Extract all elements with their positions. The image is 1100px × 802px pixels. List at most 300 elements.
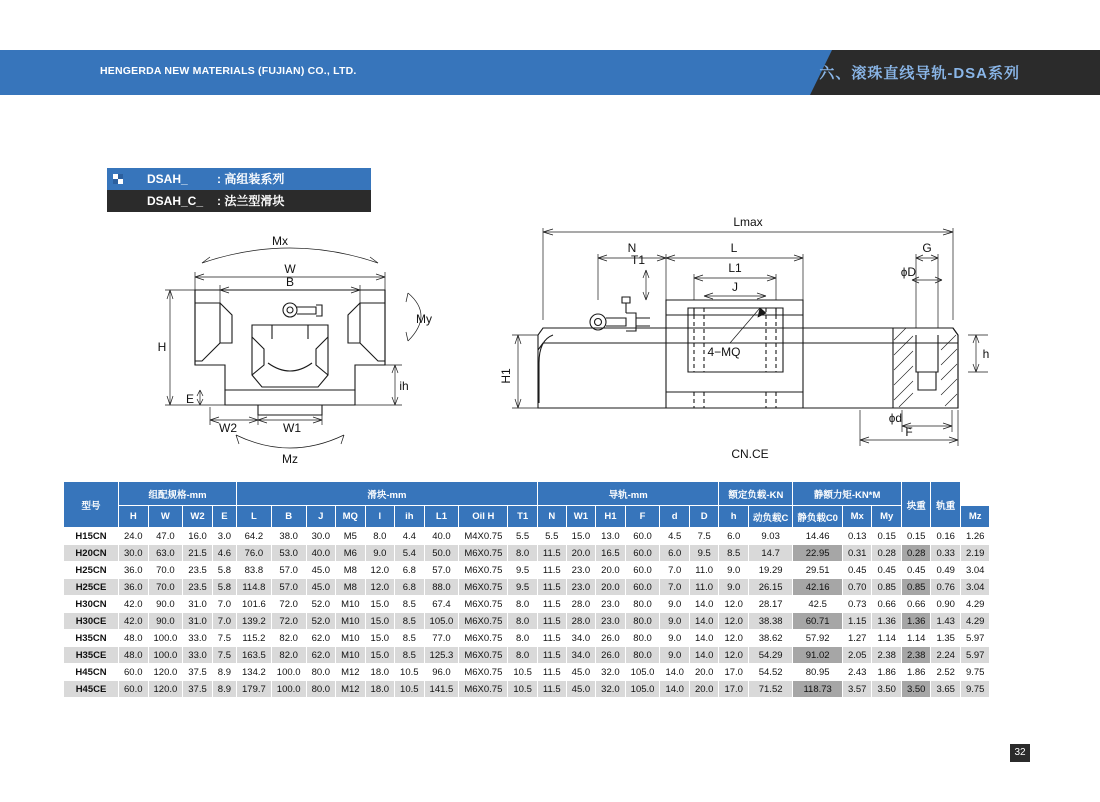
table-cell: 4.6 <box>212 545 236 562</box>
table-cell: 12.0 <box>365 562 395 579</box>
table-cell: 11.0 <box>689 579 719 596</box>
table-cell: 100.0 <box>271 681 306 698</box>
table-cell: 5.8 <box>212 579 236 596</box>
table-cell: 60.0 <box>119 681 149 698</box>
dim-label-lmax: Lmax <box>733 215 763 229</box>
col-w2: W2 <box>183 506 213 528</box>
table-cell: 45.0 <box>566 681 596 698</box>
spec-table-head <box>64 482 990 528</box>
table-cell: 19.29 <box>748 562 792 579</box>
table-cell: 100.0 <box>148 647 183 664</box>
table-cell: 33.0 <box>183 630 213 647</box>
dim-label-4mq: 4−MQ <box>707 345 741 359</box>
table-cell: M6X0.75 <box>459 596 508 613</box>
dim-label-b: B <box>285 275 295 289</box>
table-cell: M10 <box>336 630 365 647</box>
drawing-front-view <box>140 215 470 470</box>
table-cell: 0.49 <box>931 562 961 579</box>
table-cell: 7.0 <box>212 596 236 613</box>
table-cell: 9.03 <box>748 528 792 545</box>
table-cell: 2.05 <box>842 647 872 664</box>
spec-table-subheader-row <box>64 506 990 528</box>
table-cell: 14.0 <box>689 596 719 613</box>
col-group-rated-load: 额定负载-KN <box>719 482 793 506</box>
table-cell: 15.0 <box>365 596 395 613</box>
table-cell: 8.0 <box>508 596 538 613</box>
table-cell: 8.5 <box>395 596 425 613</box>
table-cell: 60.71 <box>793 613 843 630</box>
table-cell: 0.13 <box>842 528 872 545</box>
table-cell: 23.0 <box>566 579 596 596</box>
table-cell: 11.5 <box>537 630 566 647</box>
col-l: L <box>237 506 272 528</box>
table-row <box>64 579 990 596</box>
table-cell: 20.0 <box>566 545 596 562</box>
table-cell: 0.85 <box>872 579 902 596</box>
dim-label-my: My <box>416 312 432 326</box>
table-cell: 0.45 <box>901 562 931 579</box>
table-cell: 9.0 <box>660 630 690 647</box>
dim-label-w1: W1 <box>283 421 301 435</box>
dim-label-f: F <box>905 425 913 439</box>
checker-square-icon <box>113 174 123 184</box>
table-cell: 9.75 <box>960 681 990 698</box>
table-cell: 8.9 <box>212 681 236 698</box>
table-cell: 1.86 <box>872 664 902 681</box>
label-cn-ce: CN.CE <box>731 447 769 461</box>
table-cell: 91.02 <box>793 647 843 664</box>
table-cell: 8.5 <box>719 545 749 562</box>
table-cell: 118.73 <box>793 681 843 698</box>
table-cell: 20.0 <box>689 681 719 698</box>
table-cell: 37.5 <box>183 681 213 698</box>
col-f: F <box>625 506 660 528</box>
table-cell: 52.0 <box>306 596 336 613</box>
table-cell: 12.0 <box>719 596 749 613</box>
col-h1: H1 <box>596 506 626 528</box>
table-cell: 82.0 <box>271 630 306 647</box>
table-cell: 9.5 <box>508 562 538 579</box>
table-cell: 76.0 <box>237 545 272 562</box>
table-cell: 0.15 <box>901 528 931 545</box>
table-cell: 23.5 <box>183 579 213 596</box>
table-cell: 96.0 <box>424 664 459 681</box>
table-cell: 0.31 <box>842 545 872 562</box>
table-cell: 3.0 <box>212 528 236 545</box>
table-cell: 105.0 <box>625 664 660 681</box>
table-cell: 11.5 <box>537 664 566 681</box>
dim-label-e: E <box>185 392 195 406</box>
table-cell: 26.0 <box>596 647 626 664</box>
table-cell: 100.0 <box>271 664 306 681</box>
table-cell-model: H15CN <box>64 528 119 545</box>
table-cell: 0.70 <box>842 579 872 596</box>
table-row <box>64 545 990 562</box>
table-cell: 80.0 <box>625 630 660 647</box>
table-cell: 11.5 <box>537 562 566 579</box>
table-cell: 16.0 <box>183 528 213 545</box>
table-cell: 105.0 <box>424 613 459 630</box>
table-cell: 0.28 <box>901 545 931 562</box>
col-group-block: 滑块-mm <box>237 482 538 506</box>
table-cell: 9.0 <box>660 613 690 630</box>
col-d-big: D <box>689 506 719 528</box>
table-cell: 9.0 <box>365 545 395 562</box>
table-cell: 120.0 <box>148 664 183 681</box>
table-cell: 6.8 <box>395 562 425 579</box>
dim-label-h1: H1 <box>499 368 513 384</box>
table-cell: M8 <box>336 562 365 579</box>
legend-row-dsah-c <box>107 190 371 212</box>
table-cell: 20.0 <box>689 664 719 681</box>
table-cell: 32.0 <box>596 681 626 698</box>
table-cell: 8.5 <box>395 630 425 647</box>
table-cell: 12.0 <box>365 579 395 596</box>
table-cell: 14.46 <box>793 528 843 545</box>
table-cell: M8 <box>336 579 365 596</box>
table-cell: 14.0 <box>689 647 719 664</box>
dim-label-mx: Mx <box>272 234 288 248</box>
table-cell: 6.8 <box>395 579 425 596</box>
dim-label-t1: T1 <box>630 253 646 267</box>
table-cell: 23.0 <box>596 596 626 613</box>
table-cell: 72.0 <box>271 613 306 630</box>
table-cell: 2.24 <box>931 647 961 664</box>
table-cell: 40.0 <box>306 545 336 562</box>
table-row <box>64 596 990 613</box>
table-cell: 32.0 <box>596 664 626 681</box>
table-cell: 52.0 <box>306 613 336 630</box>
table-cell: 14.0 <box>660 681 690 698</box>
table-cell: 4.5 <box>660 528 690 545</box>
table-cell: 23.0 <box>596 613 626 630</box>
table-cell: 0.66 <box>901 596 931 613</box>
table-cell: 1.43 <box>931 613 961 630</box>
table-cell-model: H45CN <box>64 664 119 681</box>
table-cell: 0.66 <box>872 596 902 613</box>
spec-table-body <box>64 528 990 698</box>
table-cell: 7.0 <box>212 613 236 630</box>
table-cell: 141.5 <box>424 681 459 698</box>
col-my: My <box>872 506 902 528</box>
legend-row-dsah <box>107 168 371 190</box>
table-cell: 80.0 <box>306 664 336 681</box>
table-cell: 1.15 <box>842 613 872 630</box>
legend-desc-0: : 高组装系列 <box>217 172 285 186</box>
table-cell: 57.92 <box>793 630 843 647</box>
table-cell: M6X0.75 <box>459 545 508 562</box>
table-cell: 50.0 <box>424 545 459 562</box>
table-cell: 60.0 <box>625 562 660 579</box>
table-cell: 5.5 <box>508 528 538 545</box>
table-cell: 64.2 <box>237 528 272 545</box>
table-cell: 28.0 <box>566 613 596 630</box>
table-cell: 18.0 <box>365 664 395 681</box>
table-cell: 2.43 <box>842 664 872 681</box>
page-title: 六、滚珠直线导轨-DSA系列 <box>819 65 1020 82</box>
table-cell: 38.0 <box>271 528 306 545</box>
col-h-small: h <box>719 506 749 528</box>
table-cell: 17.0 <box>719 681 749 698</box>
table-row <box>64 528 990 545</box>
col-group-rail-weight: 轨重 <box>931 482 961 528</box>
table-cell: 8.0 <box>365 528 395 545</box>
col-n: N <box>537 506 566 528</box>
table-cell: 48.0 <box>119 647 149 664</box>
table-cell: 45.0 <box>566 664 596 681</box>
table-cell: 1.36 <box>872 613 902 630</box>
table-cell: 9.0 <box>660 647 690 664</box>
table-cell: 8.0 <box>508 545 538 562</box>
table-cell: 9.0 <box>719 562 749 579</box>
table-cell: 29.51 <box>793 562 843 579</box>
legend-desc-1: : 法兰型滑块 <box>217 194 285 208</box>
table-cell: 30.0 <box>119 545 149 562</box>
table-cell: 3.04 <box>960 562 990 579</box>
table-cell: 62.0 <box>306 630 336 647</box>
table-cell: 11.5 <box>537 647 566 664</box>
col-j: J <box>306 506 336 528</box>
table-cell: 2.19 <box>960 545 990 562</box>
table-cell-model: H35CN <box>64 630 119 647</box>
table-cell: 42.0 <box>119 596 149 613</box>
table-cell: 5.4 <box>395 545 425 562</box>
table-cell-model: H45CE <box>64 681 119 698</box>
table-cell: 1.86 <box>901 664 931 681</box>
table-cell: 9.5 <box>689 545 719 562</box>
table-cell: 34.0 <box>566 647 596 664</box>
table-cell: 63.0 <box>148 545 183 562</box>
col-small-l: l <box>365 506 395 528</box>
table-cell: 114.8 <box>237 579 272 596</box>
table-cell: 80.95 <box>793 664 843 681</box>
table-cell: M10 <box>336 596 365 613</box>
table-cell: 11.5 <box>537 681 566 698</box>
table-cell: 9.0 <box>660 596 690 613</box>
table-cell: 17.0 <box>719 664 749 681</box>
table-cell: 3.57 <box>842 681 872 698</box>
table-cell: M6X0.75 <box>459 630 508 647</box>
table-cell: 0.15 <box>872 528 902 545</box>
table-cell: 30.0 <box>306 528 336 545</box>
table-cell: 7.5 <box>212 647 236 664</box>
table-cell: 28.17 <box>748 596 792 613</box>
table-cell: 42.5 <box>793 596 843 613</box>
table-cell: 8.5 <box>395 647 425 664</box>
table-cell: 14.0 <box>689 613 719 630</box>
table-cell-model: H30CE <box>64 613 119 630</box>
table-cell: 71.52 <box>748 681 792 698</box>
table-cell: 20.0 <box>596 579 626 596</box>
table-cell: 72.0 <box>271 596 306 613</box>
table-cell: 10.5 <box>508 681 538 698</box>
table-cell: 8.0 <box>508 647 538 664</box>
table-cell: 4.29 <box>960 596 990 613</box>
table-cell: 26.0 <box>596 630 626 647</box>
dim-label-mz: Mz <box>282 452 298 466</box>
table-cell: 1.27 <box>842 630 872 647</box>
table-cell: 45.0 <box>306 579 336 596</box>
table-cell: 11.5 <box>537 545 566 562</box>
table-cell: 90.0 <box>148 613 183 630</box>
table-cell: 115.2 <box>237 630 272 647</box>
table-cell: 5.5 <box>537 528 566 545</box>
table-cell: 4.4 <box>395 528 425 545</box>
table-cell: 12.0 <box>719 647 749 664</box>
dim-label-phi-d-upper: ɸD <box>900 265 916 279</box>
dim-label-g: G <box>922 241 932 255</box>
table-cell: 134.2 <box>237 664 272 681</box>
dim-label-w2: W2 <box>219 421 237 435</box>
table-cell: 10.5 <box>508 664 538 681</box>
col-h: H <box>119 506 149 528</box>
table-cell: 47.0 <box>148 528 183 545</box>
col-group-assembly: 组配规格-mm <box>119 482 237 506</box>
table-cell-model: H25CN <box>64 562 119 579</box>
page-number: 32 <box>1010 744 1030 762</box>
legend-name-1: DSAH_C_ <box>147 194 204 208</box>
table-cell: 6.0 <box>660 545 690 562</box>
table-cell: 120.0 <box>148 681 183 698</box>
table-cell: 83.8 <box>237 562 272 579</box>
legend <box>107 168 371 212</box>
table-cell: 12.0 <box>719 630 749 647</box>
table-cell: 100.0 <box>148 630 183 647</box>
col-group-block-weight: 块重 <box>901 482 931 528</box>
table-cell: 10.5 <box>395 664 425 681</box>
col-w1: W1 <box>566 506 596 528</box>
table-cell: 80.0 <box>625 613 660 630</box>
table-cell: 40.0 <box>424 528 459 545</box>
table-cell: 21.5 <box>183 545 213 562</box>
table-cell: 54.52 <box>748 664 792 681</box>
table-cell: 67.4 <box>424 596 459 613</box>
table-cell: 16.5 <box>596 545 626 562</box>
table-row <box>64 647 990 664</box>
table-cell: 80.0 <box>306 681 336 698</box>
table-cell: 3.04 <box>960 579 990 596</box>
table-cell: 15.0 <box>365 613 395 630</box>
table-cell: 62.0 <box>306 647 336 664</box>
table-cell: 11.0 <box>689 562 719 579</box>
table-cell: 34.0 <box>566 630 596 647</box>
company-name: HENGERDA NEW MATERIALS (FUJIAN) CO., LTD. <box>100 65 357 77</box>
table-row <box>64 630 990 647</box>
col-mz: Mz <box>960 506 990 528</box>
table-cell: 3.50 <box>872 681 902 698</box>
page-header <box>0 50 1100 95</box>
table-cell: 1.36 <box>901 613 931 630</box>
table-cell-model: H35CE <box>64 647 119 664</box>
table-cell: 38.38 <box>748 613 792 630</box>
table-cell: M10 <box>336 613 365 630</box>
table-cell: M6X0.75 <box>459 664 508 681</box>
table-cell: 57.0 <box>424 562 459 579</box>
table-cell: 42.16 <box>793 579 843 596</box>
table-cell: 45.0 <box>306 562 336 579</box>
dim-label-h: H <box>157 340 167 354</box>
table-cell: 14.0 <box>660 664 690 681</box>
table-cell: 0.45 <box>872 562 902 579</box>
table-row <box>64 562 990 579</box>
col-group-rail: 导轨-mm <box>537 482 719 506</box>
table-cell: 1.14 <box>872 630 902 647</box>
table-cell: 7.0 <box>660 562 690 579</box>
col-b: B <box>271 506 306 528</box>
table-cell: 0.28 <box>872 545 902 562</box>
table-cell: 60.0 <box>625 528 660 545</box>
table-cell: 48.0 <box>119 630 149 647</box>
table-cell: 8.0 <box>508 613 538 630</box>
col-w: W <box>148 506 183 528</box>
table-cell: 60.0 <box>625 545 660 562</box>
table-cell: M6X0.75 <box>459 562 508 579</box>
table-cell: 33.0 <box>183 647 213 664</box>
table-cell: M12 <box>336 664 365 681</box>
table-cell: 42.0 <box>119 613 149 630</box>
table-cell: 13.0 <box>596 528 626 545</box>
table-cell: 23.0 <box>566 562 596 579</box>
table-cell: 1.14 <box>901 630 931 647</box>
dim-label-l: L <box>730 241 738 255</box>
table-cell: 0.85 <box>901 579 931 596</box>
table-cell: 28.0 <box>566 596 596 613</box>
table-cell: 38.62 <box>748 630 792 647</box>
legend-name-0: DSAH_ <box>147 172 188 186</box>
table-cell: 1.26 <box>960 528 990 545</box>
table-cell: 15.0 <box>365 630 395 647</box>
table-cell: M4X0.75 <box>459 528 508 545</box>
table-row <box>64 664 990 681</box>
table-cell: 14.7 <box>748 545 792 562</box>
table-cell: M6 <box>336 545 365 562</box>
table-cell: 8.9 <box>212 664 236 681</box>
col-oil-h: Oil H <box>459 506 508 528</box>
table-cell: 9.5 <box>508 579 538 596</box>
dim-label-phi-d-lower: ɸd <box>888 411 902 425</box>
dim-label-j: J <box>732 280 738 294</box>
table-cell: 7.0 <box>660 579 690 596</box>
table-cell: 0.90 <box>931 596 961 613</box>
table-cell: 3.50 <box>901 681 931 698</box>
table-cell: 5.8 <box>212 562 236 579</box>
dim-label-w: W <box>284 262 296 276</box>
table-cell: 60.0 <box>119 664 149 681</box>
table-cell: 22.95 <box>793 545 843 562</box>
col-ih: ih <box>395 506 425 528</box>
table-cell: 5.97 <box>960 630 990 647</box>
spec-table-group-row <box>64 482 990 506</box>
table-cell: 139.2 <box>237 613 272 630</box>
col-d-small: d <box>660 506 690 528</box>
table-cell: 5.97 <box>960 647 990 664</box>
dim-label-ih: ih <box>399 379 409 393</box>
table-cell: M6X0.75 <box>459 647 508 664</box>
table-cell: 0.45 <box>842 562 872 579</box>
table-cell: 54.29 <box>748 647 792 664</box>
table-cell: 2.52 <box>931 664 961 681</box>
table-cell: 0.33 <box>931 545 961 562</box>
table-cell: 2.38 <box>901 647 931 664</box>
table-cell: 31.0 <box>183 596 213 613</box>
table-cell: 8.5 <box>395 613 425 630</box>
table-cell: 57.0 <box>271 579 306 596</box>
drawing-side-view <box>498 200 998 465</box>
table-cell: 36.0 <box>119 562 149 579</box>
table-cell-model: H30CN <box>64 596 119 613</box>
dim-label-n: N <box>627 241 637 255</box>
dim-label-l1: L1 <box>728 261 742 275</box>
